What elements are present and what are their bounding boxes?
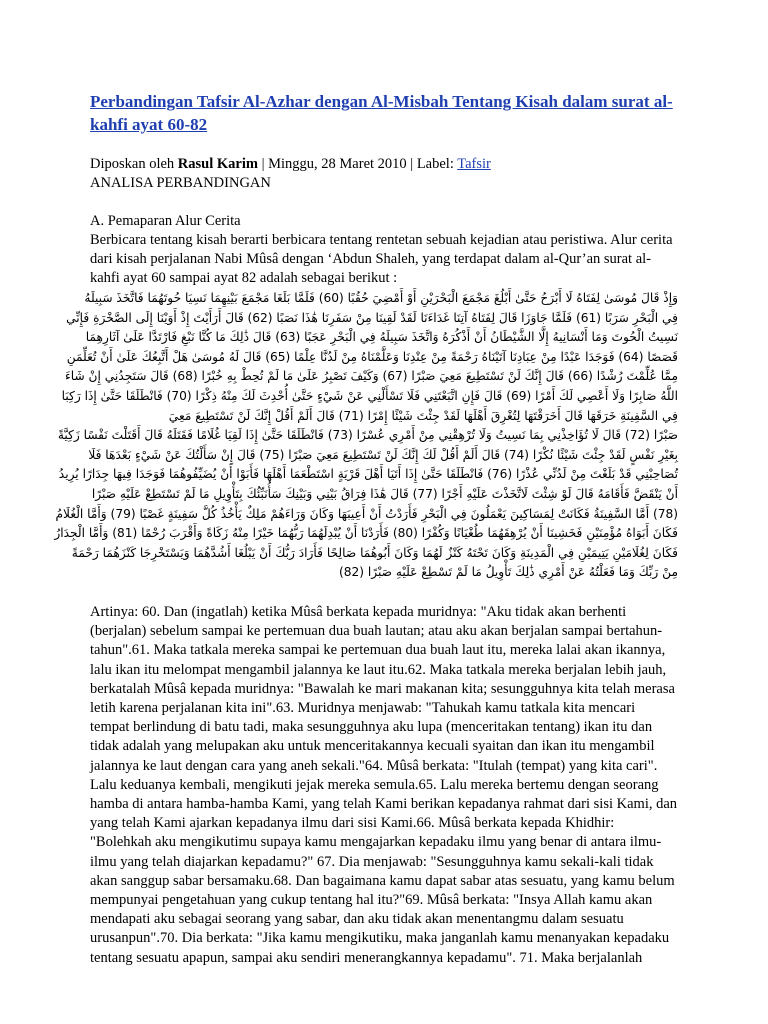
author-name: Rasul Karim bbox=[177, 156, 258, 172]
label-prefix: Label: bbox=[416, 156, 458, 172]
arabic-verse-line: صَبْرًا (72) قَالَ لَا تُؤَاخِذْنِي بِمَا نَسِيتُ وَلَا تُرْهِقْنِي مِنْ أَمْرِي عُسْرًا (73) فَانْطَلَقَا حَتَّىٰ إِذَا لَقِيَا غُلَامًا فَقَتَلَهُ قَالَ أَقَتَلْتَ نَفْسًا زَكِيَّةً bbox=[57, 428, 678, 443]
arabic-verse-line: أَنْ يَنْقَضَّ فَأَقَامَهُ قَالَ لَوْ شِئْتَ لَاتَّخَذْتَ عَلَيْهِ أَجْرًا (77) قَالَ هَٰذَا فِرَاقُ بَيْنِي وَبَيْنِكَ سَأُنَبِّئُكَ بِتَأْوِيلِ مَا لَمْ تَسْتَطِعْ عَلَيْهِ صَبْرًا bbox=[91, 486, 678, 501]
arabic-verse-line: قَصَصًا (64) فَوَجَدَا عَبْدًا مِنْ عِبَادِنَا آتَيْنَاهُ رَحْمَةً مِنْ عِنْدِنَا وَعَلَّمْنَاهُ مِنْ لَدُنَّا عِلْمًا (65) قَالَ لَهُ مُوسَىٰ هَلْ أَتَّبِعُكَ عَلَىٰ أَنْ تُعَلِّمَنِ bbox=[66, 349, 678, 364]
arabic-verse-line: نَسِيتُ الْحُوتَ وَمَا أَنْسَانِيهُ إِلَّا الشَّيْطَانُ أَنْ أَذْكُرَهُ وَاتَّخَذَ سَبِيلَهُ فِي الْبَحْرِ عَجَبًا (63) قَالَ ذَٰلِكَ مَا كُنَّا نَبْغِ فَارْتَدَّا عَلَىٰ آثَارِهِمَا bbox=[85, 330, 678, 345]
meta-separator: | bbox=[406, 156, 417, 172]
arabic-verse-line: بِغَيْرِ نَفْسٍ لَقَدْ جِئْتَ شَيْئًا نُكْرًا (74) قَالَ أَلَمْ أَقُلْ لَكَ إِنَّكَ لَنْ تَسْتَطِيعَ مَعِيَ صَبْرًا (75) قَالَ إِنْ سَأَلْتُكَ عَنْ شَيْءٍ بَعْدَهَا فَلَا bbox=[88, 447, 678, 462]
post-subtitle: ANALISA PERBANDINGAN bbox=[90, 175, 271, 191]
post-title-link[interactable]: Perbandingan Tafsir Al-Azhar dengan Al-Misbah Tentang Kisah dalam surat al-kahfi ayat 60-82 bbox=[90, 92, 673, 134]
arabic-verse-line: فِي السَّفِينَةِ خَرَقَهَا قَالَ أَخَرَقْتَهَا لِتُغْرِقَ أَهْلَهَا لَقَدْ جِئْتَ شَيْئًا إِمْرًا (71) قَالَ أَلَمْ أَقُلْ إِنَّكَ لَنْ تَسْتَطِيعَ مَعِيَ bbox=[168, 408, 678, 423]
intro-paragraph: Berbicara tentang kisah berarti berbicara tentang rentetan sebuah kejadian atau peristiwa. Alur cerita dari kisah perjalanan Nabi Mûsâ dengan ‘Abdun Shaleh, yang terdapat dalam al-Qur’an surat al-kahfi ayat 60 sampai ayat 82 adalah sebagai berikut : bbox=[90, 232, 673, 286]
arabic-verse-line: مِمَّا عُلِّمْتَ رُشْدًا (66) قَالَ إِنَّكَ لَنْ تَسْتَطِيعَ مَعِيَ صَبْرًا (67) وَكَيْفَ تَصْبِرُ عَلَىٰ مَا لَمْ تُحِطْ بِهِ خُبْرًا (68) قَالَ سَتَجِدُنِي إِنْ شَاءَ bbox=[65, 369, 678, 384]
arabic-verse-line: (78) أَمَّا السَّفِينَةُ فَكَانَتْ لِمَسَاكِينَ يَعْمَلُونَ فِي الْبَحْرِ فَأَرَدْتُ أَنْ أَعِيبَهَا وَكَانَ وَرَاءَهُمْ مَلِكٌ يَأْخُذُ كُلَّ سَفِينَةٍ غَصْبًا (79) وَأَمَّا الْغُلَامُ bbox=[55, 506, 678, 521]
arabic-verse-line: اللَّهُ صَابِرًا وَلَا أَعْصِي لَكَ أَمْرًا (69) قَالَ فَإِنِ اتَّبَعْتَنِي فَلَا تَسْأَلْنِي عَنْ شَيْءٍ حَتَّىٰ أُحْدِثَ لَكَ مِنْهُ ذِكْرًا (70) فَانْطَلَقَا حَتَّىٰ إِذَا رَكِبَا bbox=[61, 388, 678, 403]
arabic-verse-line: فَكَانَ أَبَوَاهُ مُؤْمِنَيْنِ فَخَشِينَا أَنْ يُرْهِقَهُمَا طُغْيَانًا وَكُفْرًا (80) فَأَرَدْنَا أَنْ يُبْدِلَهُمَا رَبُّهُمَا خَيْرًا مِنْهُ زَكَاةً وَأَقْرَبَ رُحْمًا (81) وَأَمَّا الْجِدَارُ bbox=[54, 526, 678, 541]
arabic-verse-line: وَإِذْ قَالَ مُوسَىٰ لِفَتَاهُ لَا أَبْرَحُ حَتَّىٰ أَبْلُغَ مَجْمَعَ الْبَحْرَيْنِ أَوْ أَمْضِيَ حُقُبًا (60) فَلَمَّا بَلَغَا مَجْمَعَ بَيْنِهِمَا نَسِيَا حُوتَهُمَا فَاتَّخَذَ سَبِيلَهُ bbox=[84, 291, 678, 305]
meta-separator: | bbox=[257, 156, 269, 172]
arabic-verse-line: فَكَانَ لِغُلَامَيْنِ يَتِيمَيْنِ فِي الْمَدِينَةِ وَكَانَ تَحْتَهُ كَنْزٌ لَهُمَا وَكَانَ أَبُوهُمَا صَالِحًا فَأَرَادَ رَبُّكَ أَنْ يَبْلُغَا أَشُدَّهُمَا وَيَسْتَخْرِجَا كَنْزَهُمَا رَحْمَةً bbox=[71, 545, 678, 560]
post-meta bbox=[90, 155, 678, 193]
arabic-verses bbox=[54, 289, 678, 583]
arabic-verse-line: مِنْ رَبِّكَ وَمَا فَعَلْتُهُ عَنْ أَمْرِي ذَٰلِكَ تَأْوِيلُ مَا لَمْ تَسْطِعْ عَلَيْهِ صَبْرًا (82) bbox=[338, 565, 678, 580]
translation-paragraph: Artinya: 60. Dan (ingatlah) ketika Mûsâ berkata kepada muridnya: "Aku tidak akan berhenti (berjalan) sebelum sampai ke pertemuan dua buah lautan; atau aku akan berjalan sampai bertahun-tahun".61. Maka tatkala mereka sampai ke pertemuan dua buah laut itu, mereka lalai akan ikannya, lalu ikan itu melompat mengambil jalannya ke laut itu.62. Maka tatkala mereka berjalan lebih jauh, berkatalah Mûsâ kepada muridnya: "Bawalah ke mari makanan kita; sesungguhnya kita telah merasa letih karena perjalanan kita ini".63. Muridnya menjawab: "Tahukah kamu tatkala kita mencari tempat berlindung di batu tadi, maka sesungguhnya aku lupa (menceritakan tentang) ikan itu dan tidak adalah yang melupakan aku untuk menceritakannya kecuali syaitan dan ikan itu mengambil jalannya ke laut dengan cara yang aneh sekali."64. Mûsâ berkata: "Itulah (tempat) yang kita cari". Lalu keduanya kembali, mengikuti jejak mereka semula.65. Lalu mereka bertemu dengan seorang hamba di antara hamba-hamba Kami, yang telah Kami berikan kepadanya rahmat dari sisi Kami, dan yang telah Kami ajarkan kepadanya ilmu dari sisi Kami.66. Mûsâ berkata kepada Khidhir: "Bolehkah aku mengikutimu supaya kamu mengajarkan kepadaku ilmu yang benar di antara ilmu-ilmu yang telah diajarkan kepadamu?" 67. Dia menjawab: "Sesungguhnya kamu sekali-kali tidak akan sanggup sabar bersamaku.68. Dan bagaimana kamu dapat sabar atas sesuatu, yang kamu belum mempunyai pengetahuan yang cukup tentang hal itu?"69. Mûsâ berkata: "Insya Allah kamu akan mendapati aku sebagai seorang yang sabar, dan aku tidak akan menentangmu dalam sesuatu urusanpun".70. Dia berkata: "Jika kamu mengikutiku, maka janganlah kamu menanyakan kepadaku tentang sesuatu apapun, sampai aku sendiri menerangkannya kepadamu". 71. Maka berjalanlah bbox=[90, 603, 678, 966]
arabic-verse-line: فِي الْبَحْرِ سَرَبًا (61) فَلَمَّا جَاوَزَا قَالَ لِفَتَاهُ آتِنَا غَدَاءَنَا لَقَدْ لَقِينَا مِنْ سَفَرِنَا هَٰذَا نَصَبًا (62) قَالَ أَرَأَيْتَ إِذْ أَوَيْنَا إِلَى الصَّخْرَةِ فَإِنِّي bbox=[66, 310, 678, 325]
posted-by-label: Diposkan oleh bbox=[90, 156, 175, 172]
section-heading: A. Pemaparan Alur Cerita bbox=[90, 213, 241, 229]
arabic-verse-line: تُصَاحِبْنِي قَدْ بَلَغْتَ مِنْ لَدُنِّي عُذْرًا (76) فَانْطَلَقَا حَتَّىٰ إِذَا أَتَيَا أَهْلَ قَرْيَةٍ اسْتَطْعَمَا أَهْلَهَا فَأَبَوْا أَنْ يُضَيِّفُوهُمَا فَوَجَدَا فِيهَا جِدَارًا يُرِيدُ bbox=[58, 467, 678, 482]
label-tafsir-link[interactable]: Tafsir bbox=[457, 156, 491, 172]
post-date: Minggu, 28 Maret 2010 bbox=[268, 156, 407, 172]
